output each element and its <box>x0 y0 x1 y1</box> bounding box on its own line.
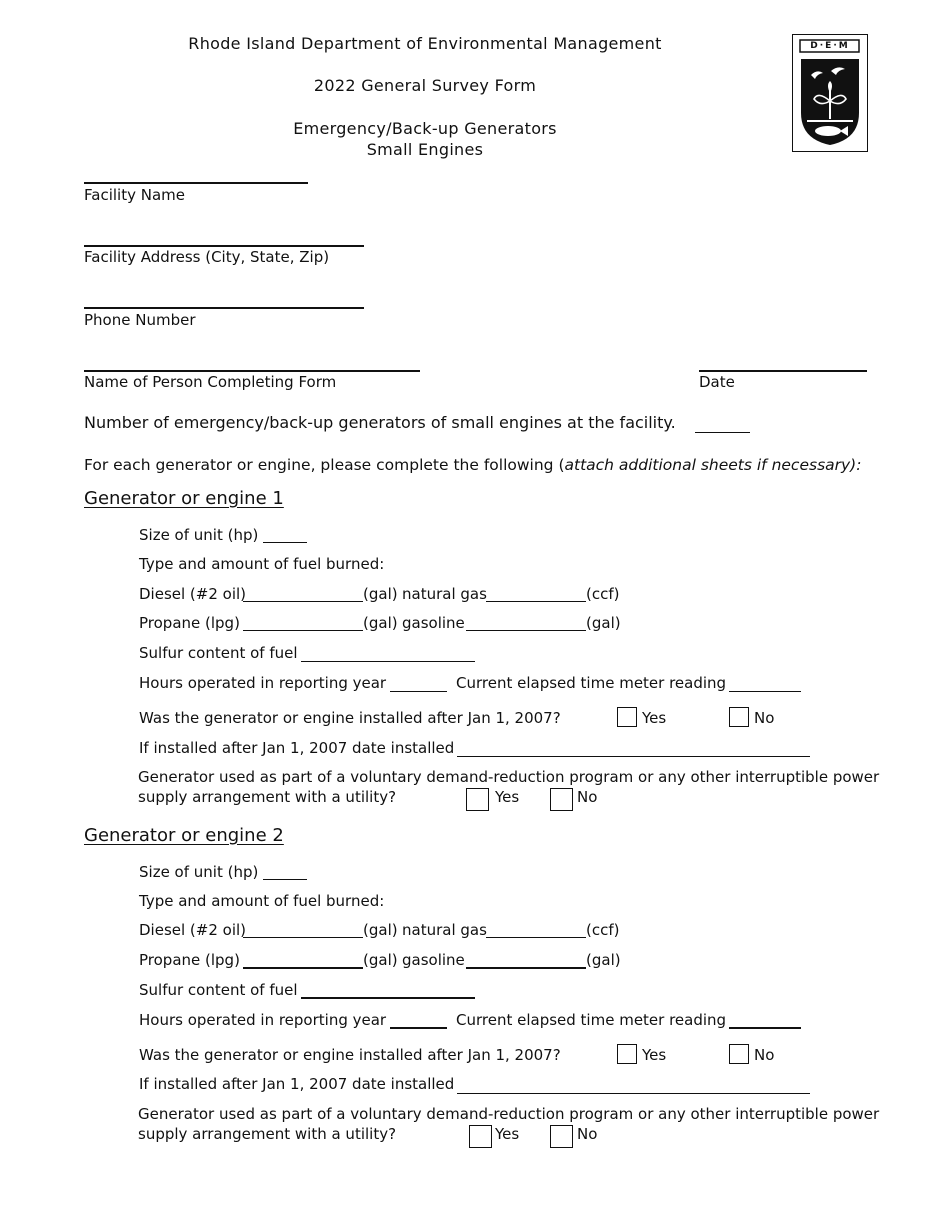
gen2-sulfur-input[interactable] <box>301 997 475 999</box>
generator-1-title: Generator or engine 1 <box>84 488 284 509</box>
gen1-date-installed-label: If installed after Jan 1, 2007 date installed <box>139 739 455 757</box>
gen1-propane-label: Propane (lpg) <box>139 614 240 632</box>
agency-name: Rhode Island Department of Environmental Management <box>188 34 662 53</box>
gen1-size-label: Size of unit (hp) <box>139 526 259 544</box>
facility-name-line[interactable] <box>84 182 308 184</box>
dem-logo-text: D·E·M <box>810 41 850 51</box>
date-line[interactable] <box>699 370 867 372</box>
gen1-demand-yes-label: Yes <box>495 788 520 806</box>
gen1-installed-yes-label: Yes <box>642 709 667 727</box>
gen2-gal-3: (gal) <box>586 951 621 969</box>
generator-count-question: Number of emergency/back-up generators of small engines at the facility. <box>84 413 676 432</box>
gen1-gasoline-input[interactable] <box>466 630 586 631</box>
gen1-fuel-heading: Type and amount of fuel burned: <box>139 555 385 573</box>
facility-name-label: Facility Name <box>84 186 185 204</box>
gen1-sulfur-input[interactable] <box>301 661 475 662</box>
dem-logo <box>792 34 868 152</box>
gen1-installed-no-checkbox[interactable] <box>729 707 749 727</box>
gen1-demand-yes-checkbox[interactable] <box>466 788 489 811</box>
gen1-demand-question-line2: supply arrangement with a utility? <box>138 788 397 806</box>
gen1-natural-gas-input[interactable] <box>486 601 586 602</box>
gen2-natural-gas-label: natural gas <box>402 921 487 939</box>
gen1-propane-input[interactable] <box>243 630 363 631</box>
gen2-demand-question-line1: Generator used as part of a voluntary demand-reduction program or any other interruptible power <box>138 1105 880 1123</box>
form-title: 2022 General Survey Form <box>313 76 537 95</box>
gen2-demand-no-checkbox[interactable] <box>550 1125 573 1148</box>
gen2-demand-yes-checkbox[interactable] <box>469 1125 492 1148</box>
gen2-gasoline-label: gasoline <box>402 951 465 969</box>
generator-2-title: Generator or engine 2 <box>84 825 284 846</box>
gen2-propane-input[interactable] <box>243 967 363 969</box>
form-subtitle-1: Emergency/Back-up Generators <box>293 119 557 138</box>
phone-number-line[interactable] <box>84 307 364 309</box>
gen2-gal-1: (gal) <box>363 921 398 939</box>
gen1-sulfur-label: Sulfur content of fuel <box>139 644 298 662</box>
gen2-meter-input[interactable] <box>729 1027 801 1029</box>
gen2-gal-2: (gal) <box>363 951 398 969</box>
person-name-line[interactable] <box>84 370 420 372</box>
gen1-hours-input[interactable] <box>390 691 447 692</box>
gen1-date-installed-input[interactable] <box>457 756 810 757</box>
gen2-installed-no-checkbox[interactable] <box>729 1044 749 1064</box>
gen2-natural-gas-input[interactable] <box>486 937 586 938</box>
facility-address-line[interactable] <box>84 245 364 247</box>
gen1-natural-gas-label: natural gas <box>402 585 487 603</box>
gen2-hours-input[interactable] <box>390 1027 447 1029</box>
gen2-diesel-label: Diesel (#2 oil) <box>139 921 247 939</box>
gen1-installed-question: Was the generator or engine installed after Jan 1, 2007? <box>139 709 561 727</box>
gen2-meter-label: Current elapsed time meter reading <box>456 1011 727 1029</box>
gen2-propane-label: Propane (lpg) <box>139 951 240 969</box>
gen1-gasoline-label: gasoline <box>402 614 465 632</box>
gen2-demand-yes-label: Yes <box>495 1125 520 1143</box>
gen2-date-installed-input[interactable] <box>457 1093 810 1094</box>
gen2-installed-yes-checkbox[interactable] <box>617 1044 637 1064</box>
gen2-installed-question: Was the generator or engine installed after Jan 1, 2007? <box>139 1046 561 1064</box>
gen2-demand-no-label: No <box>577 1125 598 1143</box>
gen2-gasoline-input[interactable] <box>466 967 586 969</box>
gen1-demand-no-label: No <box>577 788 598 806</box>
gen1-size-input[interactable] <box>263 542 307 543</box>
person-name-label: Name of Person Completing Form <box>84 373 337 391</box>
gen1-diesel-input[interactable] <box>243 601 363 602</box>
phone-number-label: Phone Number <box>84 311 196 329</box>
dem-shield-icon <box>793 35 866 150</box>
instructions <box>84 456 861 474</box>
generator-count-input[interactable] <box>695 432 750 433</box>
gen1-meter-input[interactable] <box>729 691 801 692</box>
gen1-hours-label: Hours operated in reporting year <box>139 674 387 692</box>
gen2-sulfur-label: Sulfur content of fuel <box>139 981 298 999</box>
gen1-demand-question-line1: Generator used as part of a voluntary demand-reduction program or any other interruptible power <box>138 768 880 786</box>
gen2-hours-label: Hours operated in reporting year <box>139 1011 387 1029</box>
gen1-gal-2: (gal) <box>363 614 398 632</box>
gen1-installed-no-label: No <box>754 709 775 727</box>
gen2-demand-question-line2: supply arrangement with a utility? <box>138 1125 397 1143</box>
gen2-size-label: Size of unit (hp) <box>139 863 259 881</box>
gen1-meter-label: Current elapsed time meter reading <box>456 674 727 692</box>
gen1-ccf: (ccf) <box>586 585 620 603</box>
date-label: Date <box>699 373 735 391</box>
gen2-fuel-heading: Type and amount of fuel burned: <box>139 892 385 910</box>
gen2-date-installed-label: If installed after Jan 1, 2007 date installed <box>139 1075 455 1093</box>
gen2-ccf: (ccf) <box>586 921 620 939</box>
gen1-gal-3: (gal) <box>586 614 621 632</box>
facility-address-label: Facility Address (City, State, Zip) <box>84 248 330 266</box>
gen1-installed-yes-checkbox[interactable] <box>617 707 637 727</box>
form-subtitle-2: Small Engines <box>366 140 484 159</box>
instructions-lead: For each generator or engine, please complete the following ( <box>84 456 565 474</box>
gen2-installed-yes-label: Yes <box>642 1046 667 1064</box>
gen2-size-input[interactable] <box>263 879 307 880</box>
gen1-diesel-label: Diesel (#2 oil) <box>139 585 247 603</box>
gen2-diesel-input[interactable] <box>243 937 363 938</box>
gen1-demand-no-checkbox[interactable] <box>550 788 573 811</box>
gen1-gal-1: (gal) <box>363 585 398 603</box>
gen2-installed-no-label: No <box>754 1046 775 1064</box>
instructions-italic: attach additional sheets if necessary): <box>564 456 862 474</box>
